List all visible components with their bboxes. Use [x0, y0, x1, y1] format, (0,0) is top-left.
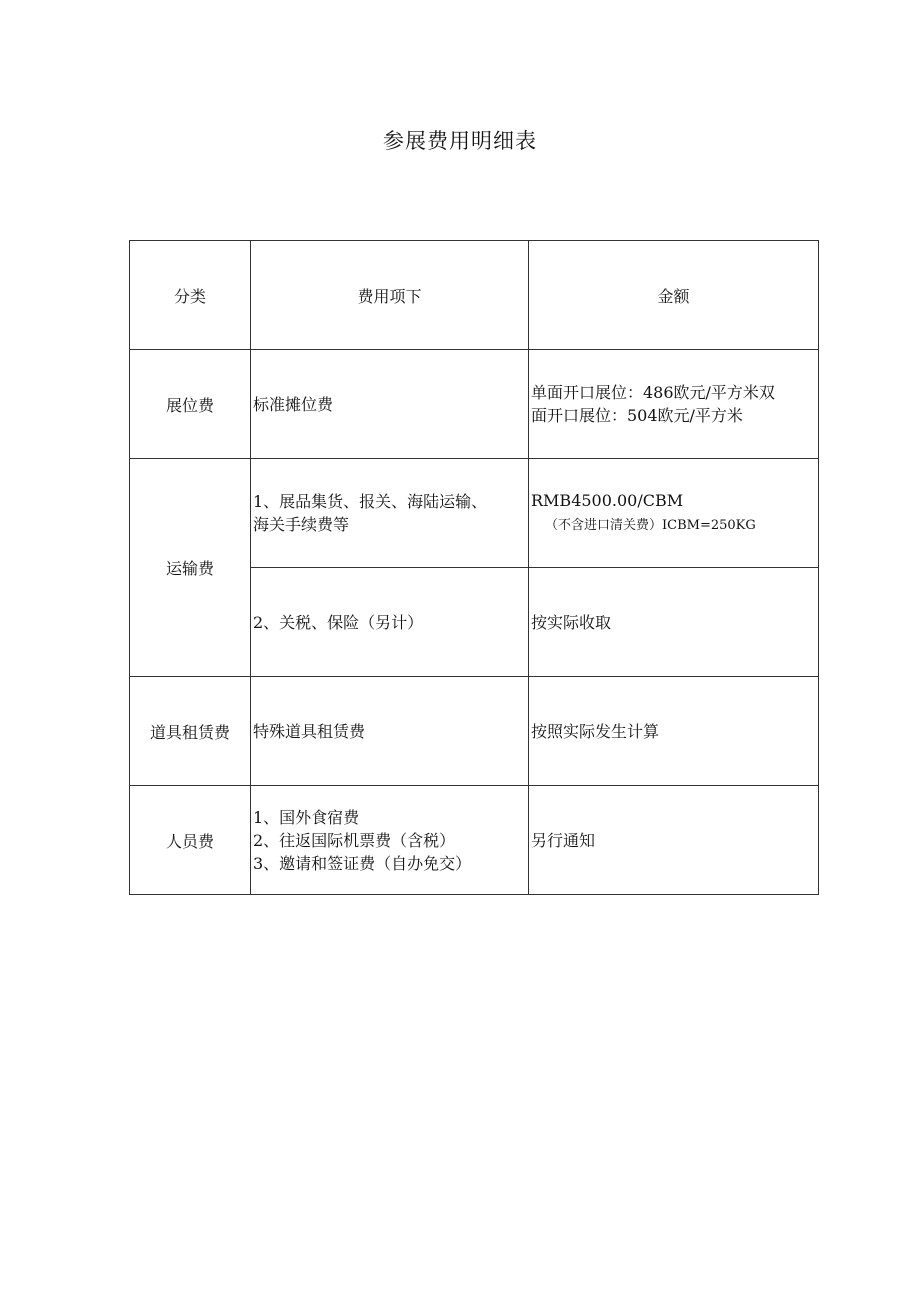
props-rental-amount: 按照实际发生计算 — [529, 677, 819, 786]
transport-fee-item-1 — [251, 459, 529, 568]
table-row — [130, 786, 819, 895]
personnel-fee-category: 人员费 — [130, 786, 251, 895]
transport-fee-amount-1-line-1: RMB4500.00/CBM — [531, 491, 684, 510]
personnel-fee-item-line-1: 1、国外食宿费 — [253, 807, 360, 827]
personnel-fee-items — [251, 786, 529, 895]
transport-fee-item-1-line-1: 1、展品集货、报关、海陆运输、 — [253, 492, 488, 511]
fee-table — [129, 240, 819, 895]
booth-fee-amount-line-1: 单面开口展位：486欧元/平方米双 — [531, 383, 775, 402]
header-category: 分类 — [130, 241, 251, 350]
booth-fee-category: 展位费 — [130, 350, 251, 459]
table-row — [130, 677, 819, 786]
personnel-fee-item-line-2: 2、往返国际机票费（含税） — [253, 830, 456, 850]
page-title: 参展费用明细表 — [383, 129, 537, 153]
header-item: 费用项下 — [251, 241, 529, 350]
booth-fee-amount — [529, 350, 819, 459]
table-row — [130, 459, 819, 568]
transport-fee-item-1-line-2: 海关手续费等 — [253, 515, 350, 534]
booth-fee-item: 标准摊位费 — [251, 350, 529, 459]
personnel-fee-amount: 另行通知 — [529, 786, 819, 895]
header-amount: 金额 — [529, 241, 819, 350]
personnel-fee-item-line-3: 3、邀请和签证费（自办免交） — [253, 853, 472, 873]
transport-fee-amount-1-line-2: （不含进口清关费）ICBM=250KG — [545, 518, 756, 533]
booth-fee-amount-line-2: 面开口展位：504欧元/平方米 — [531, 406, 743, 425]
table-row — [130, 350, 819, 459]
transport-fee-category: 运输费 — [130, 459, 251, 677]
table-header-row — [130, 241, 819, 350]
props-rental-item: 特殊道具租赁费 — [251, 677, 529, 786]
props-rental-category: 道具租赁费 — [130, 677, 251, 786]
transport-fee-amount-2: 按实际收取 — [529, 568, 819, 677]
transport-fee-item-2: 2、关税、保险（另计） — [251, 568, 529, 677]
transport-fee-amount-1 — [529, 459, 819, 568]
